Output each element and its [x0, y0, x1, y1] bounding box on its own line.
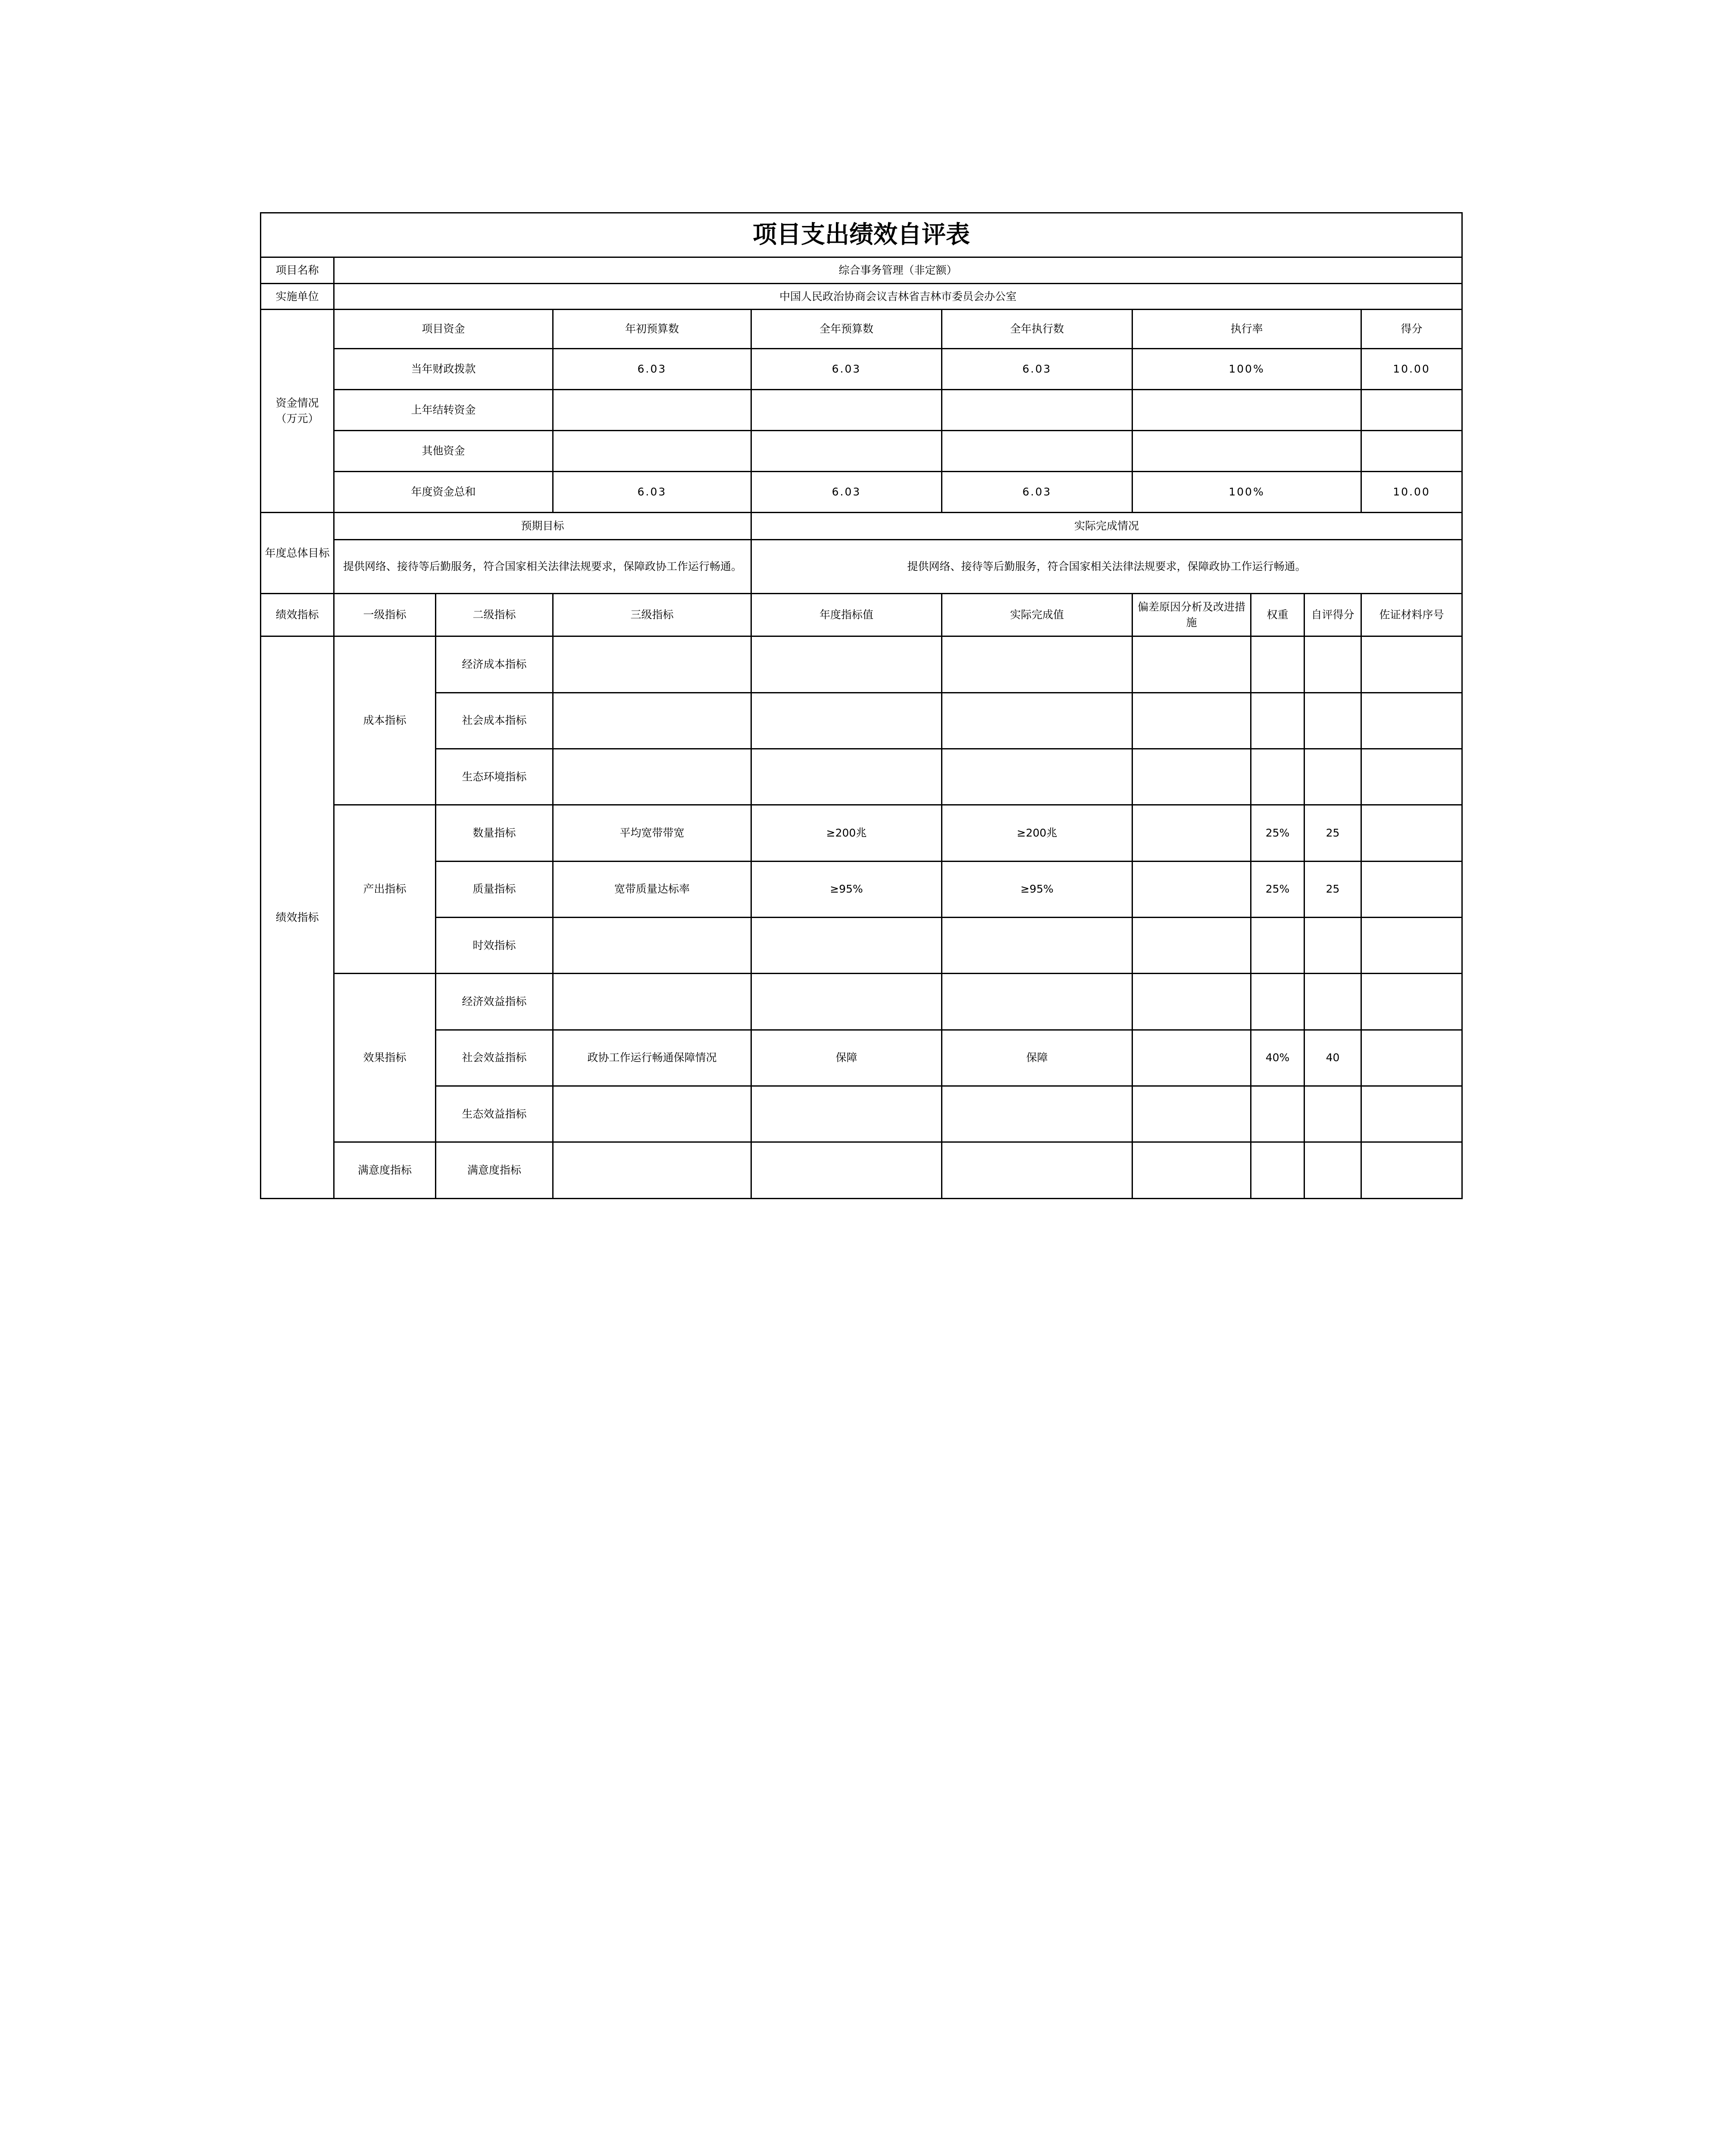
deviation-reason [1132, 1142, 1251, 1199]
funds-cell [942, 390, 1132, 431]
annual-target-value [751, 1086, 942, 1142]
annual-target-value [751, 1142, 942, 1199]
weight [1251, 693, 1304, 749]
deviation-reason [1132, 749, 1251, 805]
deviation-reason [1132, 1030, 1251, 1086]
self-score [1304, 749, 1361, 805]
level3-indicator [553, 636, 751, 693]
deviation-reason [1132, 636, 1251, 693]
table-title: 项目支出绩效自评表 [261, 213, 1462, 257]
level3-indicator: 政协工作运行畅通保障情况 [553, 1030, 751, 1086]
weight [1251, 1142, 1304, 1199]
evidence-number [1361, 974, 1462, 1030]
weight [1251, 749, 1304, 805]
indicator-header: 年度指标值 [751, 594, 942, 636]
actual-value [942, 1142, 1132, 1199]
level1-indicator: 产出指标 [334, 805, 436, 974]
funds-section-label: 资金情况 （万元） [261, 310, 334, 513]
evidence-number [1361, 1030, 1462, 1086]
indicators-section-label: 绩效指标 [261, 636, 334, 1199]
funds-header-rate: 执行率 [1132, 310, 1361, 349]
indicator-header: 自评得分 [1304, 594, 1361, 636]
level2-indicator: 生态效益指标 [436, 1086, 553, 1142]
level3-indicator [553, 1086, 751, 1142]
deviation-reason [1132, 693, 1251, 749]
actual-value: 保障 [942, 1030, 1132, 1086]
actual-value [942, 918, 1132, 974]
deviation-reason [1132, 918, 1251, 974]
indicator-header: 三级指标 [553, 594, 751, 636]
evidence-number [1361, 805, 1462, 861]
level2-indicator: 质量指标 [436, 861, 553, 917]
actual-value [942, 693, 1132, 749]
self-score: 25 [1304, 805, 1361, 861]
level2-indicator: 经济效益指标 [436, 974, 553, 1030]
funds-cell [1361, 431, 1462, 472]
annual-target-value: 保障 [751, 1030, 942, 1086]
goals-expected-header: 预期目标 [334, 513, 751, 540]
funds-cell: 6.03 [942, 472, 1132, 513]
evidence-number [1361, 918, 1462, 974]
level1-indicator: 效果指标 [334, 974, 436, 1142]
self-score [1304, 1142, 1361, 1199]
indicator-header: 偏差原因分析及改进措施 [1132, 594, 1251, 636]
funds-cell: 6.03 [553, 472, 751, 513]
self-score [1304, 974, 1361, 1030]
actual-value [942, 749, 1132, 805]
self-score [1304, 1086, 1361, 1142]
goals-actual-text: 提供网络、接待等后勤服务，符合国家相关法律法规要求，保障政协工作运行畅通。 [751, 539, 1462, 593]
goals-section-label: 年度总体目标 [261, 513, 334, 594]
evidence-number [1361, 749, 1462, 805]
project-name-value: 综合事务管理（非定额） [334, 257, 1462, 284]
level1-indicator: 满意度指标 [334, 1142, 436, 1199]
actual-value [942, 636, 1132, 693]
funds-cell: 100% [1132, 472, 1361, 513]
level2-indicator: 经济成本指标 [436, 636, 553, 693]
deviation-reason [1132, 805, 1251, 861]
weight [1251, 636, 1304, 693]
level3-indicator [553, 918, 751, 974]
funds-cell [1132, 431, 1361, 472]
funds-header-source: 项目资金 [334, 310, 553, 349]
level3-indicator [553, 749, 751, 805]
funds-cell [751, 390, 942, 431]
annual-target-value: ≥200兆 [751, 805, 942, 861]
self-score [1304, 636, 1361, 693]
level3-indicator: 宽带质量达标率 [553, 861, 751, 917]
project-name-label: 项目名称 [261, 257, 334, 284]
level3-indicator [553, 974, 751, 1030]
level1-indicator: 成本指标 [334, 636, 436, 805]
weight [1251, 918, 1304, 974]
funds-cell: 6.03 [751, 472, 942, 513]
indicator-header: 权重 [1251, 594, 1304, 636]
evidence-number [1361, 861, 1462, 917]
level2-indicator: 时效指标 [436, 918, 553, 974]
funds-cell: 6.03 [553, 349, 751, 390]
funds-cell [1361, 390, 1462, 431]
evidence-number [1361, 636, 1462, 693]
indicator-header: 一级指标 [334, 594, 436, 636]
weight: 25% [1251, 805, 1304, 861]
level3-indicator: 平均宽带带宽 [553, 805, 751, 861]
funds-row-label: 上年结转资金 [334, 390, 553, 431]
funds-cell: 6.03 [751, 349, 942, 390]
level2-indicator: 社会成本指标 [436, 693, 553, 749]
evidence-number [1361, 693, 1462, 749]
funds-cell: 10.00 [1361, 472, 1462, 513]
implementing-unit-label: 实施单位 [261, 283, 334, 310]
actual-value [942, 974, 1132, 1030]
funds-cell: 10.00 [1361, 349, 1462, 390]
self-score: 40 [1304, 1030, 1361, 1086]
funds-row-label: 当年财政拨款 [334, 349, 553, 390]
indicator-header: 佐证材料序号 [1361, 594, 1462, 636]
deviation-reason [1132, 974, 1251, 1030]
level2-indicator: 社会效益指标 [436, 1030, 553, 1086]
evidence-number [1361, 1142, 1462, 1199]
weight: 40% [1251, 1030, 1304, 1086]
level2-indicator: 生态环境指标 [436, 749, 553, 805]
funds-header-executed: 全年执行数 [942, 310, 1132, 349]
goals-expected-text: 提供网络、接待等后勤服务，符合国家相关法律法规要求，保障政协工作运行畅通。 [334, 539, 751, 593]
funds-row-label: 年度资金总和 [334, 472, 553, 513]
self-score [1304, 693, 1361, 749]
deviation-reason [1132, 1086, 1251, 1142]
funds-cell [553, 431, 751, 472]
deviation-reason [1132, 861, 1251, 917]
annual-target-value [751, 693, 942, 749]
level3-indicator [553, 1142, 751, 1199]
annual-target-value [751, 974, 942, 1030]
self-score: 25 [1304, 861, 1361, 917]
evidence-number [1361, 1086, 1462, 1142]
funds-cell [553, 390, 751, 431]
funds-header-score: 得分 [1361, 310, 1462, 349]
annual-target-value [751, 918, 942, 974]
goals-actual-header: 实际完成情况 [751, 513, 1462, 540]
level3-indicator [553, 693, 751, 749]
self-score [1304, 918, 1361, 974]
weight [1251, 1086, 1304, 1142]
funds-header-annual-budget: 全年预算数 [751, 310, 942, 349]
indicator-header: 绩效指标 [261, 594, 334, 636]
weight [1251, 974, 1304, 1030]
level2-indicator: 满意度指标 [436, 1142, 553, 1199]
implementing-unit-value: 中国人民政治协商会议吉林省吉林市委员会办公室 [334, 283, 1462, 310]
funds-row-label: 其他资金 [334, 431, 553, 472]
annual-target-value: ≥95% [751, 861, 942, 917]
annual-target-value [751, 636, 942, 693]
funds-cell: 100% [1132, 349, 1361, 390]
indicator-header: 实际完成值 [942, 594, 1132, 636]
funds-cell [751, 431, 942, 472]
level2-indicator: 数量指标 [436, 805, 553, 861]
actual-value: ≥200兆 [942, 805, 1132, 861]
performance-self-evaluation-table [260, 212, 1463, 1199]
funds-cell [942, 431, 1132, 472]
annual-target-value [751, 749, 942, 805]
actual-value: ≥95% [942, 861, 1132, 917]
weight: 25% [1251, 861, 1304, 917]
actual-value [942, 1086, 1132, 1142]
funds-header-initial-budget: 年初预算数 [553, 310, 751, 349]
funds-cell: 6.03 [942, 349, 1132, 390]
funds-cell [1132, 390, 1361, 431]
indicator-header: 二级指标 [436, 594, 553, 636]
